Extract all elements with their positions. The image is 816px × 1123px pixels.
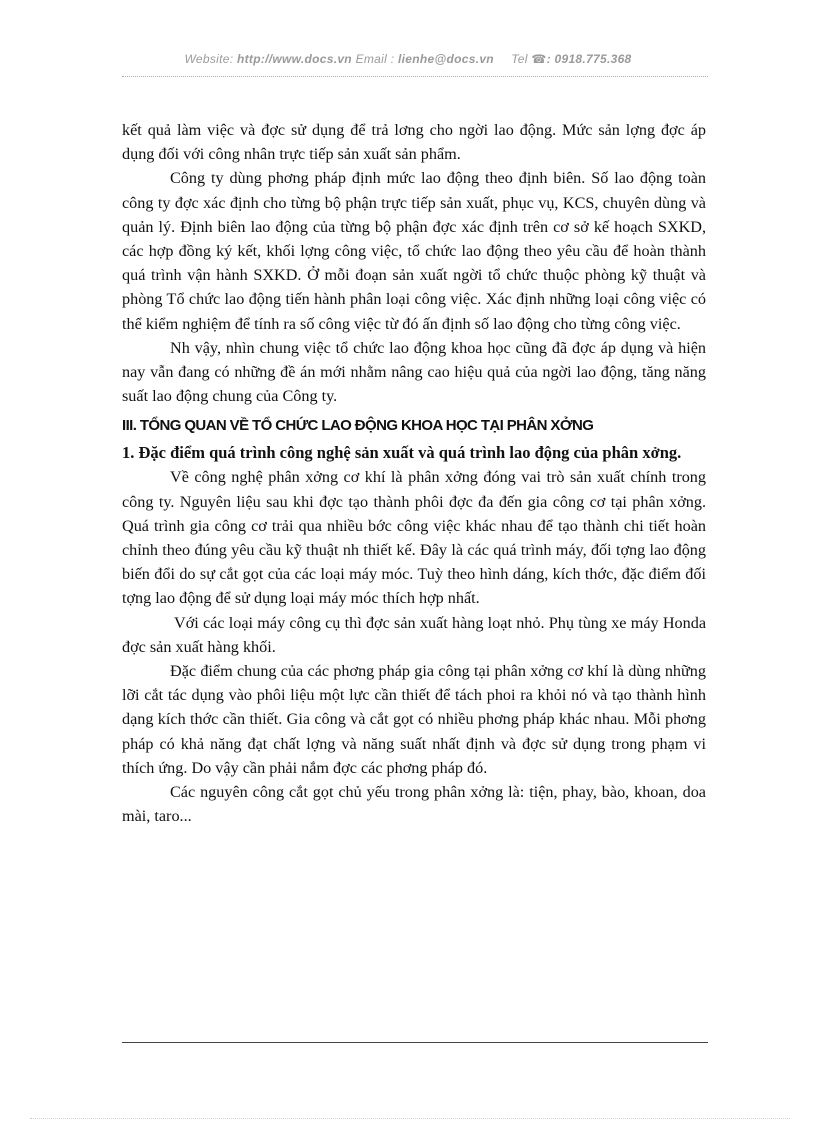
paragraph: Đặc điểm chung của các phơng pháp gia công tại phân xởng cơ khí là dùng những lỡi cắt tác dụng vào phôi liệu một lực cần thiết để tách phoi ra khỏi nó và tạo thành hình dạng kích thớc cần thiết. Gia công và cắt gọt có nhiều phơng pháp khác nhau. Mỗi phơng pháp có khả năng đạt chất lợng và năng suất nhất định và đợc sử dụng trong phạm vi thích ứng. Do vậy cần phải nắm đợc các phơng pháp đó. <box>122 662 706 777</box>
phone-icon: ☎ <box>531 52 547 66</box>
email-label: Email : <box>355 52 395 66</box>
website-link[interactable]: http://www.docs.vn <box>236 52 352 66</box>
paragraph: Công ty dùng phơng pháp định mức lao động theo định biên. Số lao động toàn công ty đợc xác định cho từng bộ phận trực tiếp sản xuất, phục vụ, KCS, chuyên dùng và quản lý. Định biên lao động của từng bộ phận đợc xác định trên cơ sở kế hoạch SXKD, các hợp đồng ký kết, khối lợng công việc, tổ chức lao động theo yêu cầu để hoàn thành quá trình vận hành SXKD. Ở mỗi đoạn sản xuất ngời tổ chức thuộc phòng kỹ thuật và phòng Tổ chức lao động tiến hành phân loại công việc. Xác định những loại công việc có thể kiểm nghiệm để tính ra số công việc từ đó ấn định số lao động cho từng công việc. <box>122 169 706 333</box>
tel-number: : 0918.775.368 <box>546 52 632 66</box>
paragraph: Với các loại máy công cụ thì đợc sản xuất hàng loạt nhỏ. Phụ tùng xe máy Honda đợc sản xuất hàng khối. <box>122 613 706 656</box>
paragraph: Các nguyên công cắt gọt chủ yếu trong phân xởng là: tiện, phay, bào, khoan, doa mài, taro... <box>122 783 706 826</box>
section-heading: III. TỔNG QUAN VỀ TỔ CHỨC LAO ĐỘNG KHOA HỌC TẠI PHÂN XỞNG <box>122 417 594 435</box>
paragraph: Về công nghệ phân xởng cơ khí là phân xởng đóng vai trò sản xuất chính trong công ty. Nguyên liệu sau khi đợc tạo thành phôi đợc đa đến gia công cơ tại phân xởng. Quá trình gia công cơ trải qua nhiều bớc công việc khác nhau để tạo thành chi tiết hoàn chỉnh theo đúng yêu cầu kỹ thuật nh thiết kế. Đây là các quá trình máy, đối tợng lao động biến đổi do sự cắt gọt của các loại máy móc. Tuỳ theo hình dáng, kích thớc, đặc điểm đối tợng lao động để sử dụng loại máy móc thích hợp nhất. <box>122 468 706 608</box>
paragraph: Nh vậy, nhìn chung việc tổ chức lao động khoa học cũng đã đợc áp dụng và hiện nay vẫn đang có những đề án mới nhằm nâng cao hiệu quả của ngời lao động, tăng năng suất lao động chung của Công ty. <box>122 338 706 406</box>
tel-label: Tel <box>511 52 528 66</box>
header-divider <box>122 76 708 77</box>
footer-divider <box>122 1042 708 1043</box>
subsection-heading: 1. Đặc điểm quá trình công nghệ sản xuất và quá trình lao động của phân xởng. <box>122 443 682 463</box>
paragraph: kết quả làm việc và đợc sử dụng để trả lơng cho ngời lao động. Mức sản lợng đợc áp dụng đối với công nhân trực tiếp sản xuất sản phẩm. <box>122 121 706 164</box>
document-body <box>122 118 706 828</box>
email-link[interactable]: lienhe@docs.vn <box>398 52 494 66</box>
page-header <box>0 52 816 66</box>
page-edge <box>30 1118 790 1119</box>
website-label: Website: <box>184 52 234 66</box>
